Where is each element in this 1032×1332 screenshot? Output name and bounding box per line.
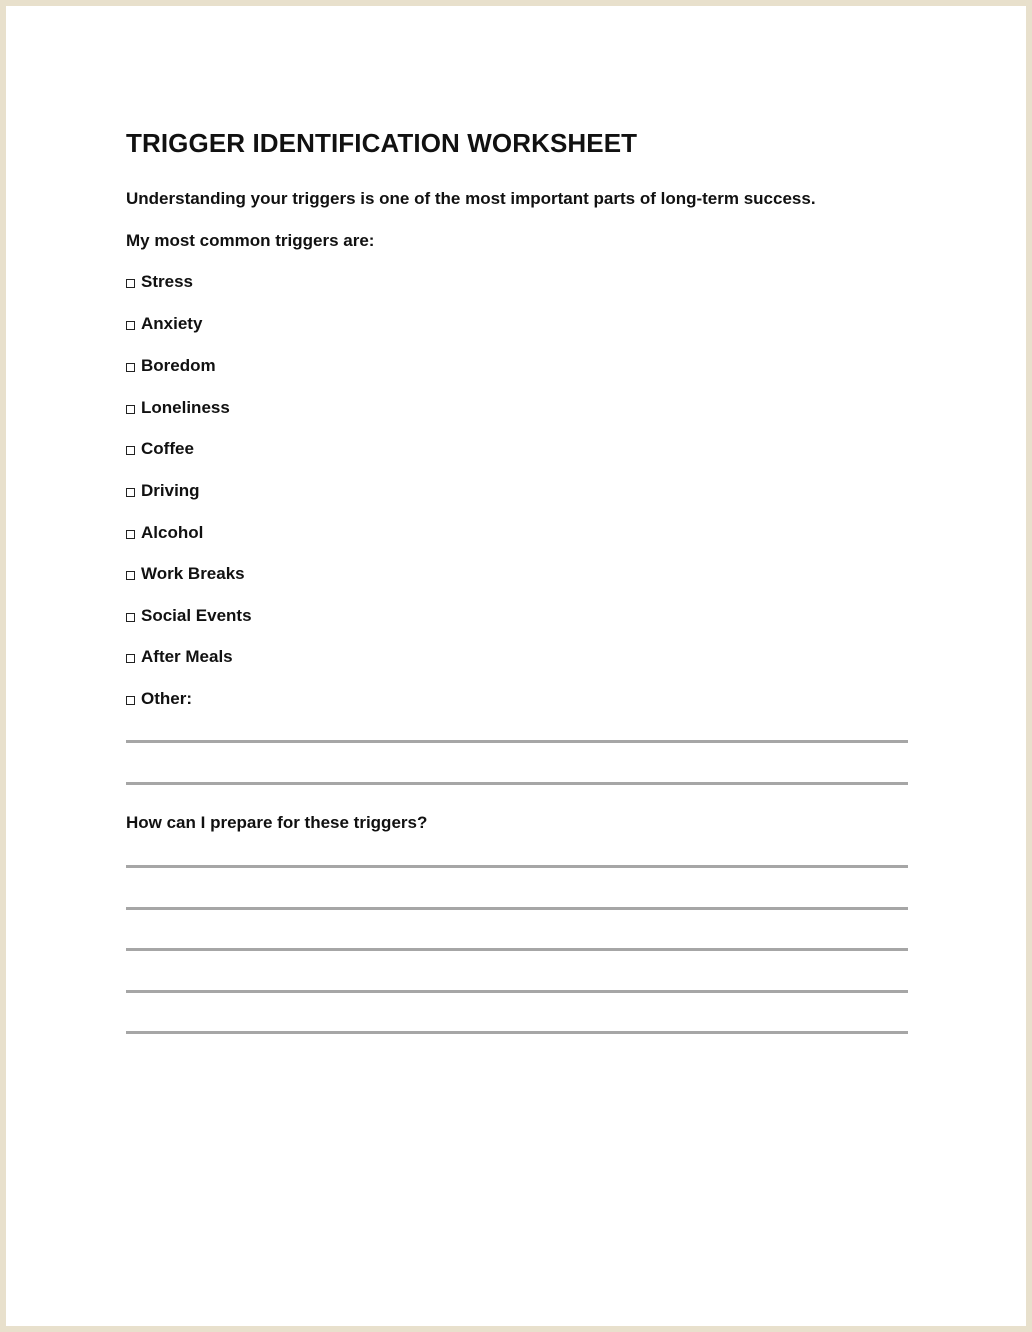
checkbox-icon[interactable] — [126, 446, 135, 455]
trigger-label: Loneliness — [141, 398, 230, 417]
trigger-option-after-meals[interactable] — [126, 646, 233, 668]
trigger-label: Stress — [141, 272, 193, 291]
trigger-label: Social Events — [141, 606, 252, 625]
other-answer-line[interactable] — [126, 740, 908, 743]
trigger-option-work-breaks[interactable] — [126, 563, 245, 585]
trigger-label: Alcohol — [141, 523, 204, 542]
checkbox-icon[interactable] — [126, 654, 135, 663]
prepare-answer-line[interactable] — [126, 1031, 908, 1034]
checkbox-icon[interactable] — [126, 321, 135, 330]
checkbox-icon[interactable] — [126, 363, 135, 372]
trigger-label: Other: — [141, 689, 192, 708]
trigger-label: Coffee — [141, 439, 194, 458]
triggers-heading: My most common triggers are: — [126, 231, 375, 250]
trigger-option-alcohol[interactable] — [126, 522, 203, 544]
prepare-answer-line[interactable] — [126, 990, 908, 993]
trigger-label: After Meals — [141, 647, 233, 666]
page-title: TRIGGER IDENTIFICATION WORKSHEET — [126, 128, 638, 158]
trigger-option-boredom[interactable] — [126, 355, 216, 377]
prepare-question: How can I prepare for these triggers? — [126, 813, 428, 832]
checkbox-icon[interactable] — [126, 530, 135, 539]
checkbox-icon[interactable] — [126, 405, 135, 414]
checkbox-icon[interactable] — [126, 613, 135, 622]
checkbox-icon[interactable] — [126, 279, 135, 288]
prepare-answer-line[interactable] — [126, 907, 908, 910]
trigger-option-stress[interactable] — [126, 271, 193, 293]
prepare-answer-line[interactable] — [126, 865, 908, 868]
trigger-option-driving[interactable] — [126, 480, 200, 502]
other-answer-line[interactable] — [126, 782, 908, 785]
checkbox-icon[interactable] — [126, 488, 135, 497]
trigger-label: Work Breaks — [141, 564, 245, 583]
checkbox-icon[interactable] — [126, 696, 135, 705]
trigger-option-social-events[interactable] — [126, 605, 252, 627]
trigger-label: Boredom — [141, 356, 216, 375]
trigger-label: Anxiety — [141, 314, 203, 333]
trigger-option-anxiety[interactable] — [126, 313, 202, 335]
trigger-option-loneliness[interactable] — [126, 397, 230, 419]
trigger-option-other[interactable] — [126, 688, 192, 710]
checkbox-icon[interactable] — [126, 571, 135, 580]
intro-text: Understanding your triggers is one of the most important parts of long-term success. — [126, 189, 816, 208]
prepare-answer-line[interactable] — [126, 948, 908, 951]
trigger-option-coffee[interactable] — [126, 438, 194, 460]
trigger-label: Driving — [141, 481, 200, 500]
